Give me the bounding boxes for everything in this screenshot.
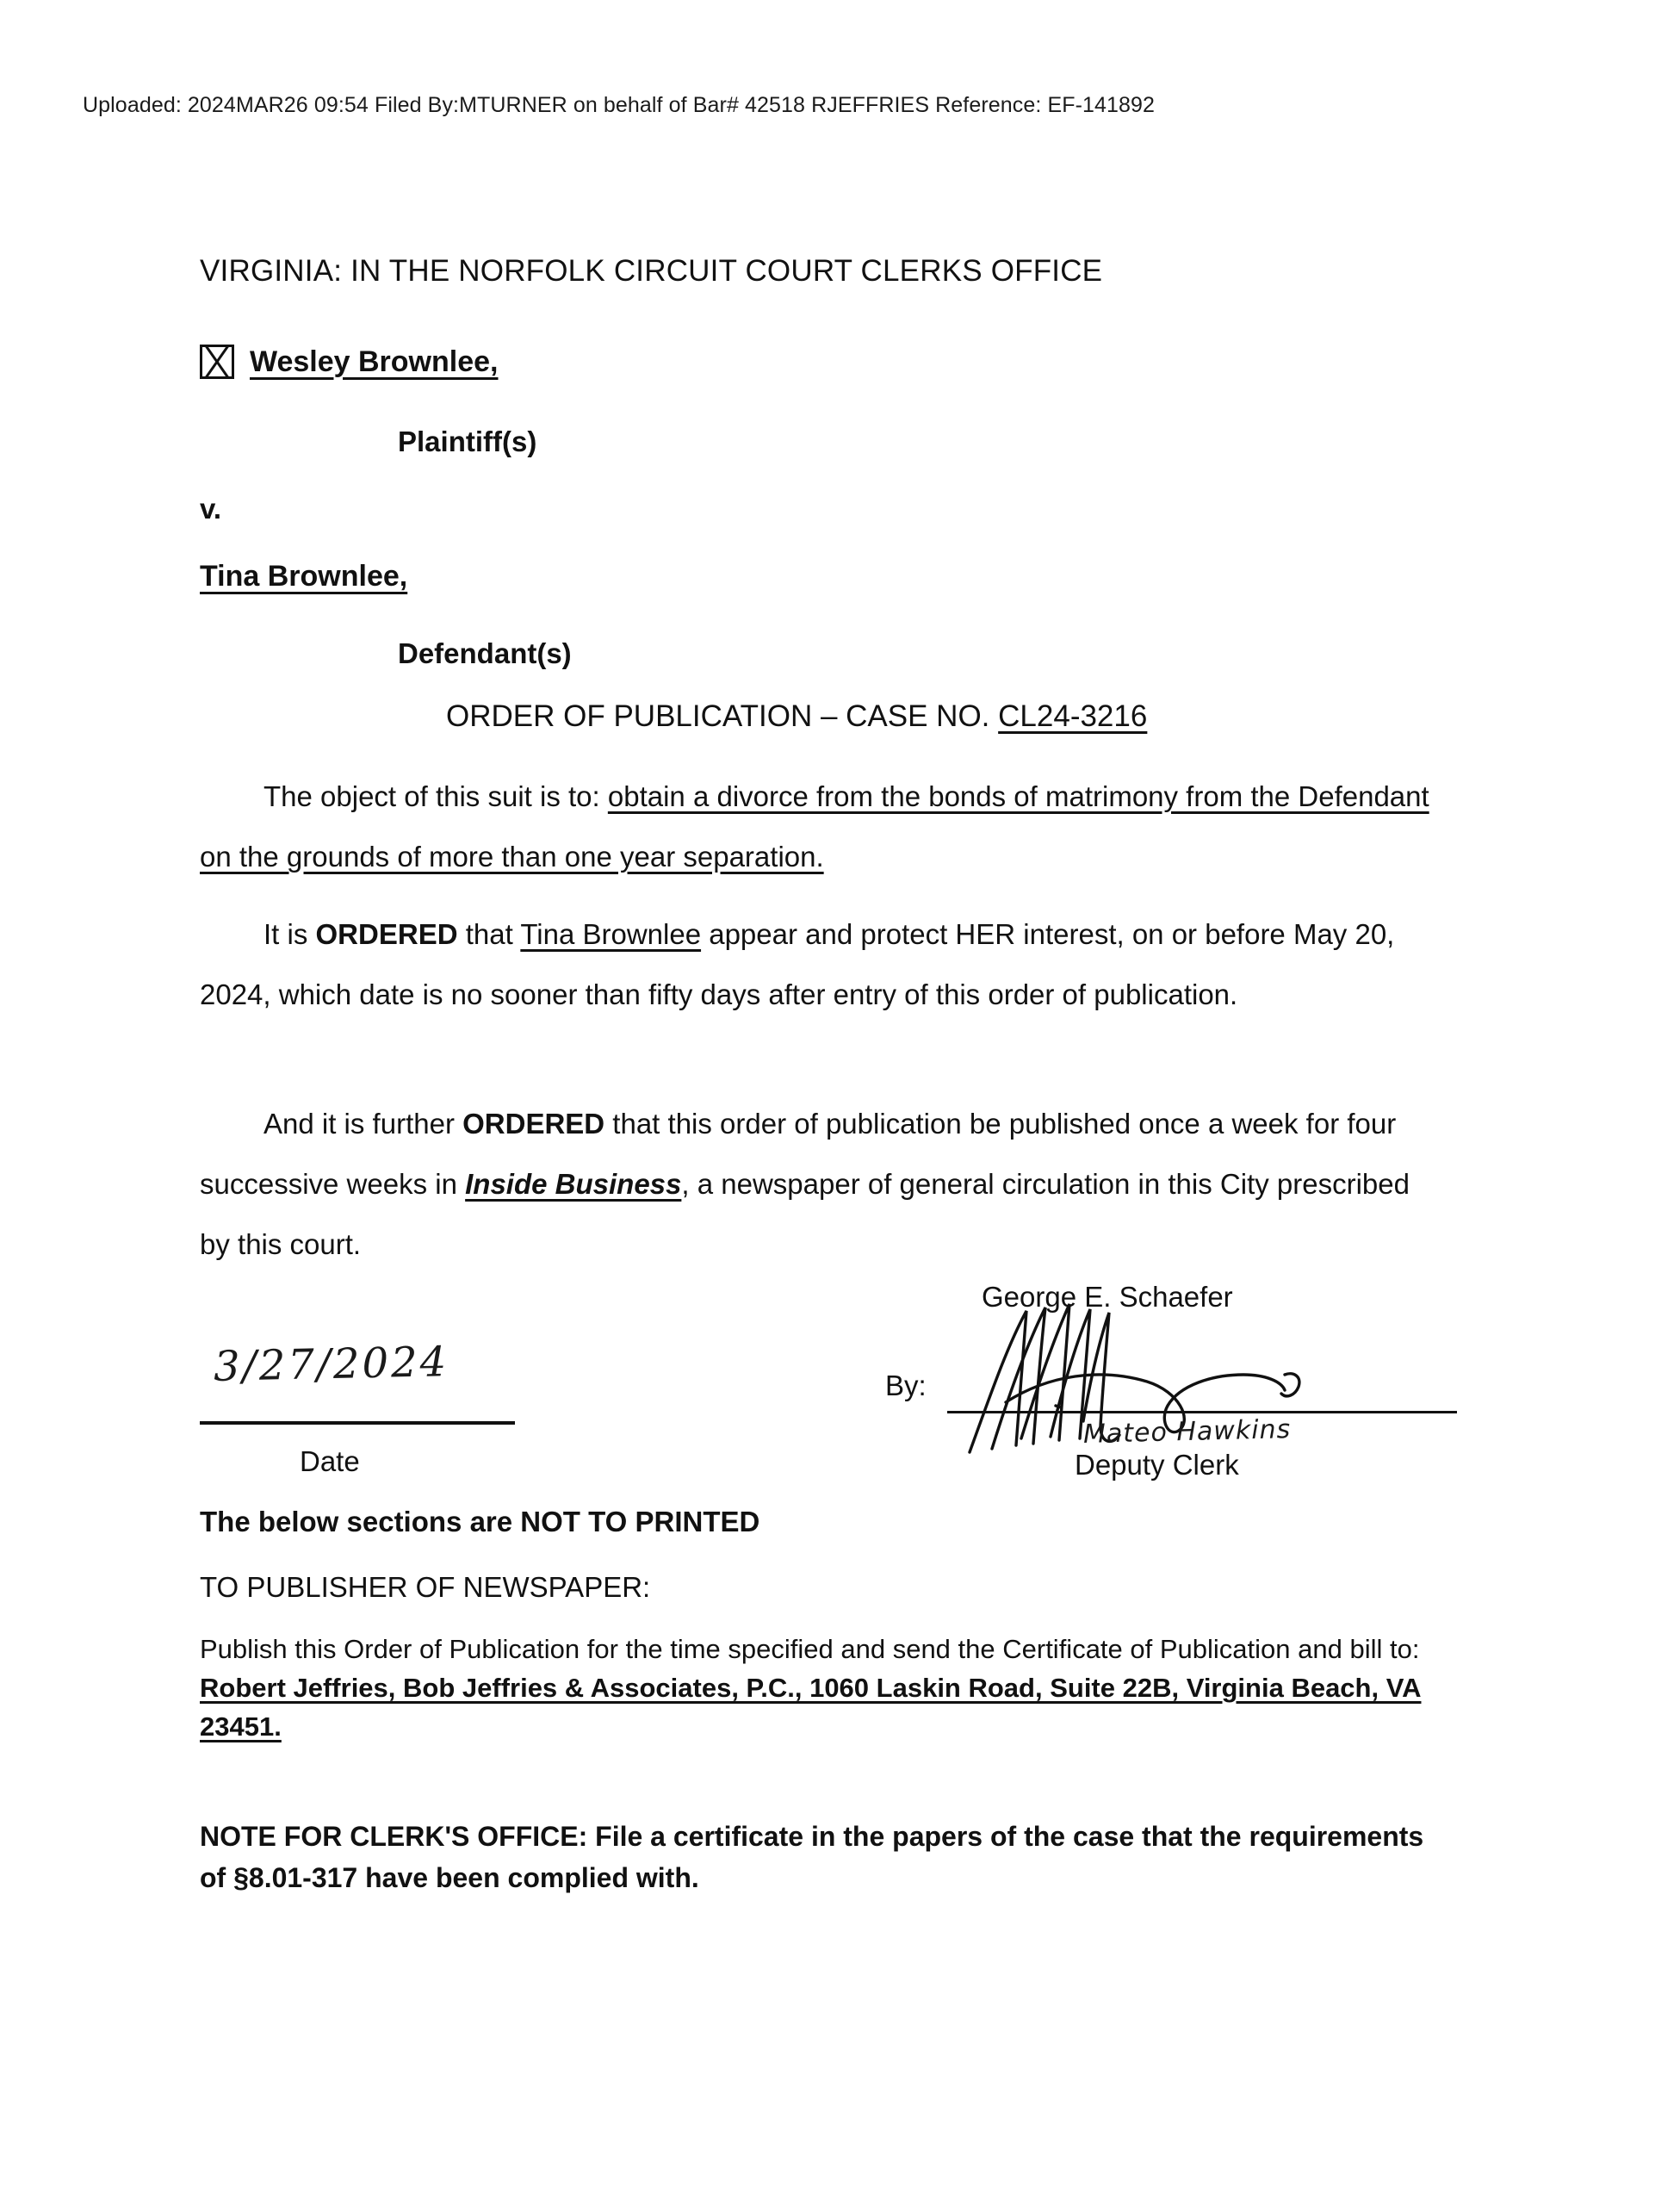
ordered-party-fill: Tina Brownlee bbox=[520, 918, 702, 950]
order-heading-prefix: ORDER OF PUBLICATION – CASE NO. bbox=[446, 699, 999, 733]
publication-mid-text: that this order of publication be published once a week for four successive weeks in bbox=[200, 1108, 1397, 1200]
date-label: Date bbox=[300, 1445, 360, 1477]
publication-keyword: ORDERED bbox=[462, 1108, 605, 1140]
newspaper-name: Inside Business bbox=[465, 1168, 682, 1200]
paragraph-ordered-appear bbox=[200, 904, 1433, 1025]
plaintiff-name: Wesley Brownlee, bbox=[250, 345, 499, 378]
ordered-that-text: that bbox=[457, 918, 521, 950]
deputy-clerk-label: Deputy Clerk bbox=[1075, 1449, 1239, 1481]
plaintiff-row bbox=[200, 345, 499, 379]
to-publisher-label: TO PUBLISHER OF NEWSPAPER: bbox=[200, 1571, 651, 1603]
bill-to-address: Robert Jeffries, Bob Jeffries & Associates, P.C., 1060 Laskin Road, Suite 22B, Virginia Beach, VA 23451. bbox=[200, 1673, 1422, 1742]
publish-instruction-text: Publish this Order of Publication for the time specified and send the Certificate of Publication and bill to: bbox=[200, 1634, 1420, 1664]
checkbox-checked-icon[interactable] bbox=[200, 345, 234, 379]
handwritten-date: 3/27/2024 bbox=[213, 1338, 449, 1391]
object-fill-text: obtain a divorce from the bonds of matrimony from the Defendant on the grounds of more than one year separation. bbox=[200, 780, 1429, 873]
defendant-name: Tina Brownlee, bbox=[200, 560, 408, 593]
defendant-role-label: Defendant(s) bbox=[398, 637, 572, 669]
plaintiff-role-label: Plaintiff(s) bbox=[398, 425, 537, 457]
clerk-signature-line bbox=[947, 1411, 1457, 1413]
publication-lead-text: And it is further bbox=[263, 1108, 463, 1140]
ordered-keyword: ORDERED bbox=[315, 918, 458, 950]
court-title: VIRGINIA: IN THE NORFOLK CIRCUIT COURT CLERKS OFFICE bbox=[200, 254, 1103, 288]
paragraph-object-of-suit bbox=[200, 767, 1433, 887]
date-signature-line bbox=[200, 1421, 515, 1425]
clerk-office-note: NOTE FOR CLERK'S OFFICE: File a certificate in the papers of the case that the requirements of §8.01-317 have been complied with. bbox=[200, 1821, 1424, 1893]
object-lead-text: The object of this suit is to: bbox=[263, 780, 608, 812]
not-printed-warning: The below sections are NOT TO PRINTED bbox=[200, 1506, 760, 1537]
deputy-clerk-handwritten-name: Mateo Hawkins bbox=[1082, 1414, 1292, 1450]
clerk-name: George E. Schaefer bbox=[982, 1281, 1233, 1313]
order-heading bbox=[446, 699, 1147, 734]
versus-label: v. bbox=[200, 493, 222, 525]
by-label: By: bbox=[885, 1370, 927, 1401]
publication-tail-text: , a newspaper of general circulation in this City prescribed by this court. bbox=[200, 1168, 1410, 1260]
ordered-tail-text: appear and protect HER interest, on or before May 20, 2024, which date is no sooner than fifty days after entry of this order of publication. bbox=[200, 918, 1395, 1010]
paragraph-publication bbox=[200, 1094, 1433, 1275]
publisher-instructions bbox=[200, 1630, 1450, 1746]
case-number: CL24-3216 bbox=[998, 699, 1148, 733]
ordered-lead-text: It is bbox=[263, 918, 316, 950]
filing-header-stamp: Uploaded: 2024MAR26 09:54 Filed By:MTURNER on behalf of Bar# 42518 RJEFFRIES Reference: EF-141892 bbox=[83, 93, 1156, 117]
